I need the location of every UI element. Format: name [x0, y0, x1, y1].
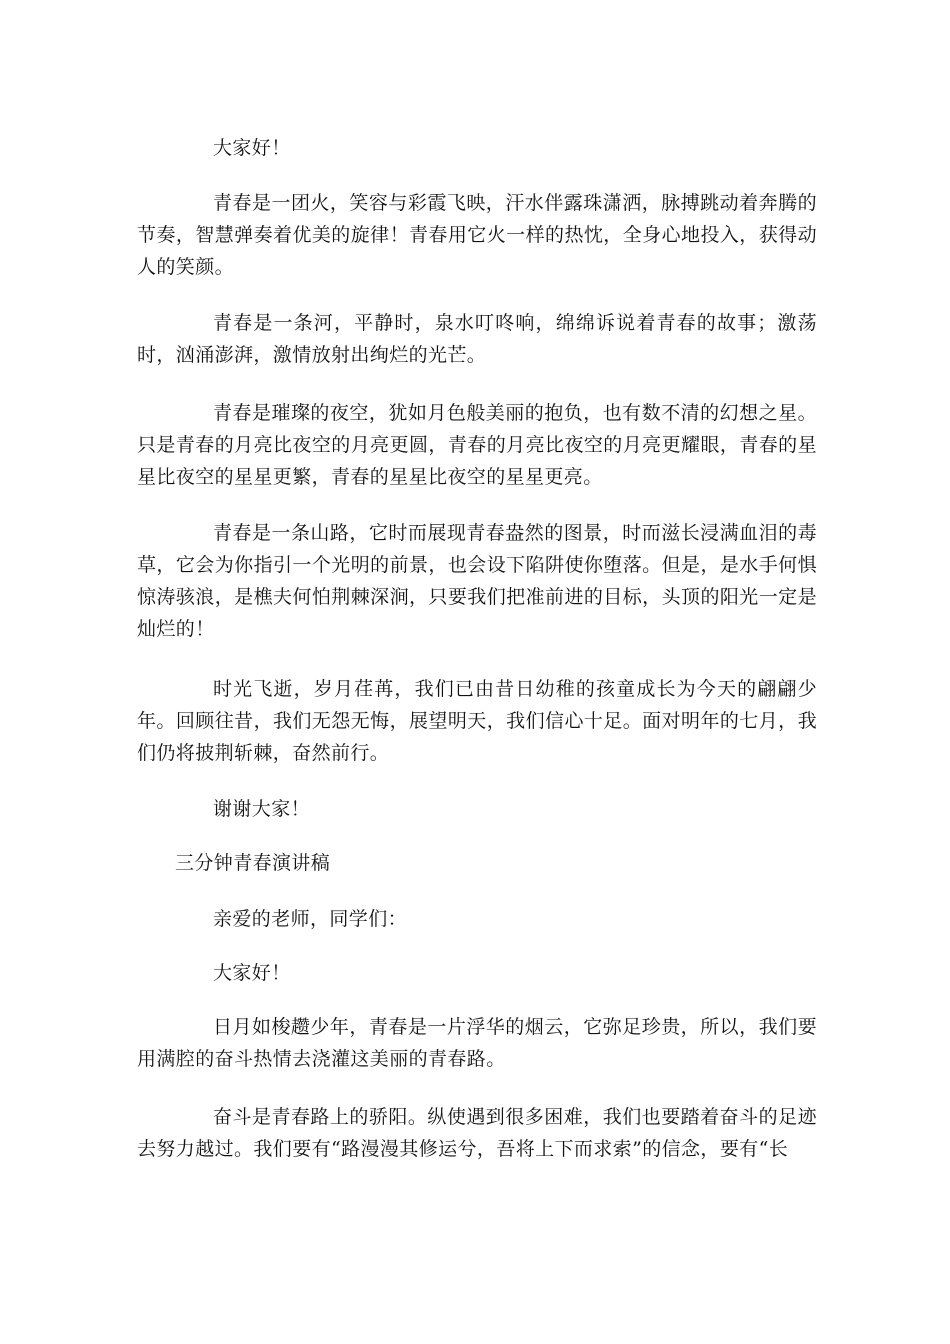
youth-mountain-road-paragraph: 青春是一条山路，它时而展现青春盎然的图景，时而滋长浸满血泪的毒草，它会为你指引一个光明的前景，也会设下陷阱使你堕落。但是，是水手何惧惊涛骇浪，是樵夫何怕荆棘深涧，只要我们把准前进的目标，头顶的阳光一定是灿烂的！	[137, 522, 817, 640]
youth-night-sky-paragraph: 青春是璀璨的夜空，犹如月色般美丽的抱负，也有数不清的幻想之星。只是青春的月亮比夜空的月亮更圆，青春的月亮比夜空的月亮更耀眼，青春的星星比夜空的星星更繁，青春的星星比夜空的星星更亮。	[137, 402, 817, 488]
time-flies-paragraph: 时光飞逝，岁月荏苒，我们已由昔日幼稚的孩童成长为今天的翩翩少年。回顾往昔，我们无怨无悔，展望明天，我们信心十足。面对明年的七月，我们仍将披荆斩棘，奋然前行。	[137, 678, 817, 764]
youth-fire-paragraph: 青春是一团火，笑容与彩霞飞映，汗水伴露珠潇洒，脉搏跳动着奔腾的节奏，智慧弹奏着优美的旋律！青春用它火一样的热忱，全身心地投入，获得动人的笑颜。	[137, 192, 817, 278]
time-flies-youth-paragraph: 日月如梭趱少年，青春是一片浮华的烟云，它弥足珍贵，所以，我们要用满腔的奋斗热情去浇灌这美丽的青春路。	[137, 1016, 817, 1070]
youth-river-paragraph: 青春是一条河，平静时，泉水叮咚响，绵绵诉说着青春的故事；激荡时，汹涌澎湃，激情放射出绚烂的光芒。	[137, 312, 817, 366]
thanks-paragraph: 谢谢大家！	[213, 798, 311, 820]
greeting-paragraph: 大家好！	[213, 137, 291, 159]
salutation-paragraph: 亲爱的老师，同学们：	[213, 908, 408, 930]
greeting-paragraph-2: 大家好！	[213, 962, 291, 984]
struggle-paragraph: 奋斗是青春路上的骄阳。纵使遇到很多困难，我们也要踏着奋斗的足迹去努力越过。我们要有“路漫漫其修运兮，吾将上下而求索”的信念，要有“长	[137, 1106, 817, 1160]
speech-title: 三分钟青春演讲稿	[175, 852, 331, 874]
